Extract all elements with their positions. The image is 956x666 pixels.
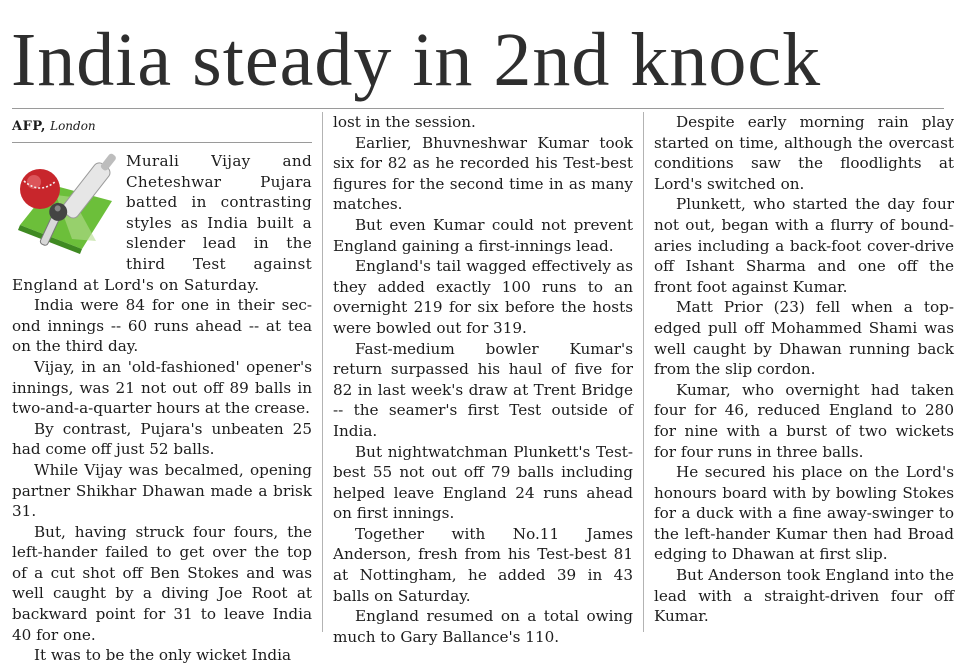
paragraph: Kumar, who overnight had taken four for 46, reduced England to 280 for nine with a burst of two wickets for four runs in three balls. [654, 380, 954, 461]
paragraph: lost in the session. [333, 113, 476, 131]
paragraph: But nightwatchman Plunkett's Test-best 55 not out off 79 balls including helped leave England 24 runs ahead on first innings. [333, 442, 633, 523]
paragraph: England's tail wagged effectively as they added exactly 100 runs to an overnight 219 for six before the hosts were bowled out for 319. [333, 257, 633, 337]
paragraph: He secured his place on the Lord's honours board with by bowling Stokes for a duck with a fine away-swinger to the left-hander Kumar then had Broad edging to Dhawan at first slip. [654, 463, 954, 564]
column-divider [643, 112, 644, 632]
article-column-1 [12, 112, 312, 666]
paragraph: Matt Prior (23) fell when a top-edged pull off Mohammed Shami was well caught by Dhawan running back from the slip cordon. [654, 298, 954, 379]
paragraph: But even Kumar could not prevent England gaining a first-innings lead. [333, 215, 633, 255]
headline: India steady in 2nd knock [11, 18, 822, 102]
cricket-ball-bat-microphone-icon [12, 151, 118, 255]
byline-rule [12, 142, 312, 143]
paragraph: Together with No.11 James Anderson, fresh from his Test-best 81 at Nottingham, he added 39 in 43 balls on Saturday. [333, 524, 633, 605]
paragraph: It was to be the only wicket India [34, 646, 292, 665]
paragraph: Earlier, Bhuvneshwar Kumar took six for 82 as he recorded his Test-best figures for the second time in as many matches. [333, 133, 633, 214]
paragraph: By contrast, Pujara's unbeaten 25 had come off just 52 balls. [12, 419, 312, 459]
paragraph: Despite early morning rain play started on time, although the overcast conditions saw the floodlights at Lord's switched on. [654, 113, 954, 193]
column-divider [322, 112, 323, 632]
byline-source: AFP, [12, 119, 46, 134]
byline [12, 112, 312, 140]
headline-rule [12, 108, 944, 109]
paragraph: England resumed on a total owing much to Gary Ballance's 110. [333, 607, 633, 646]
paragraph: Fast-medium bowler Kumar's return surpassed his haul of five for 82 in last week's draw at Trent Bridge -- the seamer's first Test outside of India. [333, 339, 633, 440]
paragraph: Murali Vijay and Cheteshwar Pujara batted in contrasting styles as India built a slender lead in the third Test against England at Lord's on Saturday. [12, 152, 312, 294]
paragraph: Plunkett, who started the day four not out, began with a flurry of boundaries including a back-foot cover-drive off Ishant Sharma and one off the front foot against Kumar. [654, 195, 954, 296]
paragraph: But, having struck four fours, the left-hander failed to get over the top of a cut shot off Ben Stokes and was well caught by a diving Joe Root at backward point for 31 to leave India 40 for one. [12, 522, 312, 644]
paragraph: India were 84 for one in their second innings -- 60 runs ahead -- at tea on the third day. [12, 296, 312, 356]
paragraph: But Anderson took England into the lead with a straight-driven four off Kumar. [654, 566, 954, 626]
article-column-3 [654, 112, 954, 627]
article-column-2 [333, 112, 633, 647]
byline-location: London [50, 119, 96, 133]
paragraph: While Vijay was becalmed, opening partner Shikhar Dhawan made a brisk 31. [12, 460, 312, 521]
paragraph: Vijay, in an 'old-fashioned' opener's innings, was 21 not out off 89 balls in two-and-a-quarter hours at the crease. [12, 357, 312, 418]
